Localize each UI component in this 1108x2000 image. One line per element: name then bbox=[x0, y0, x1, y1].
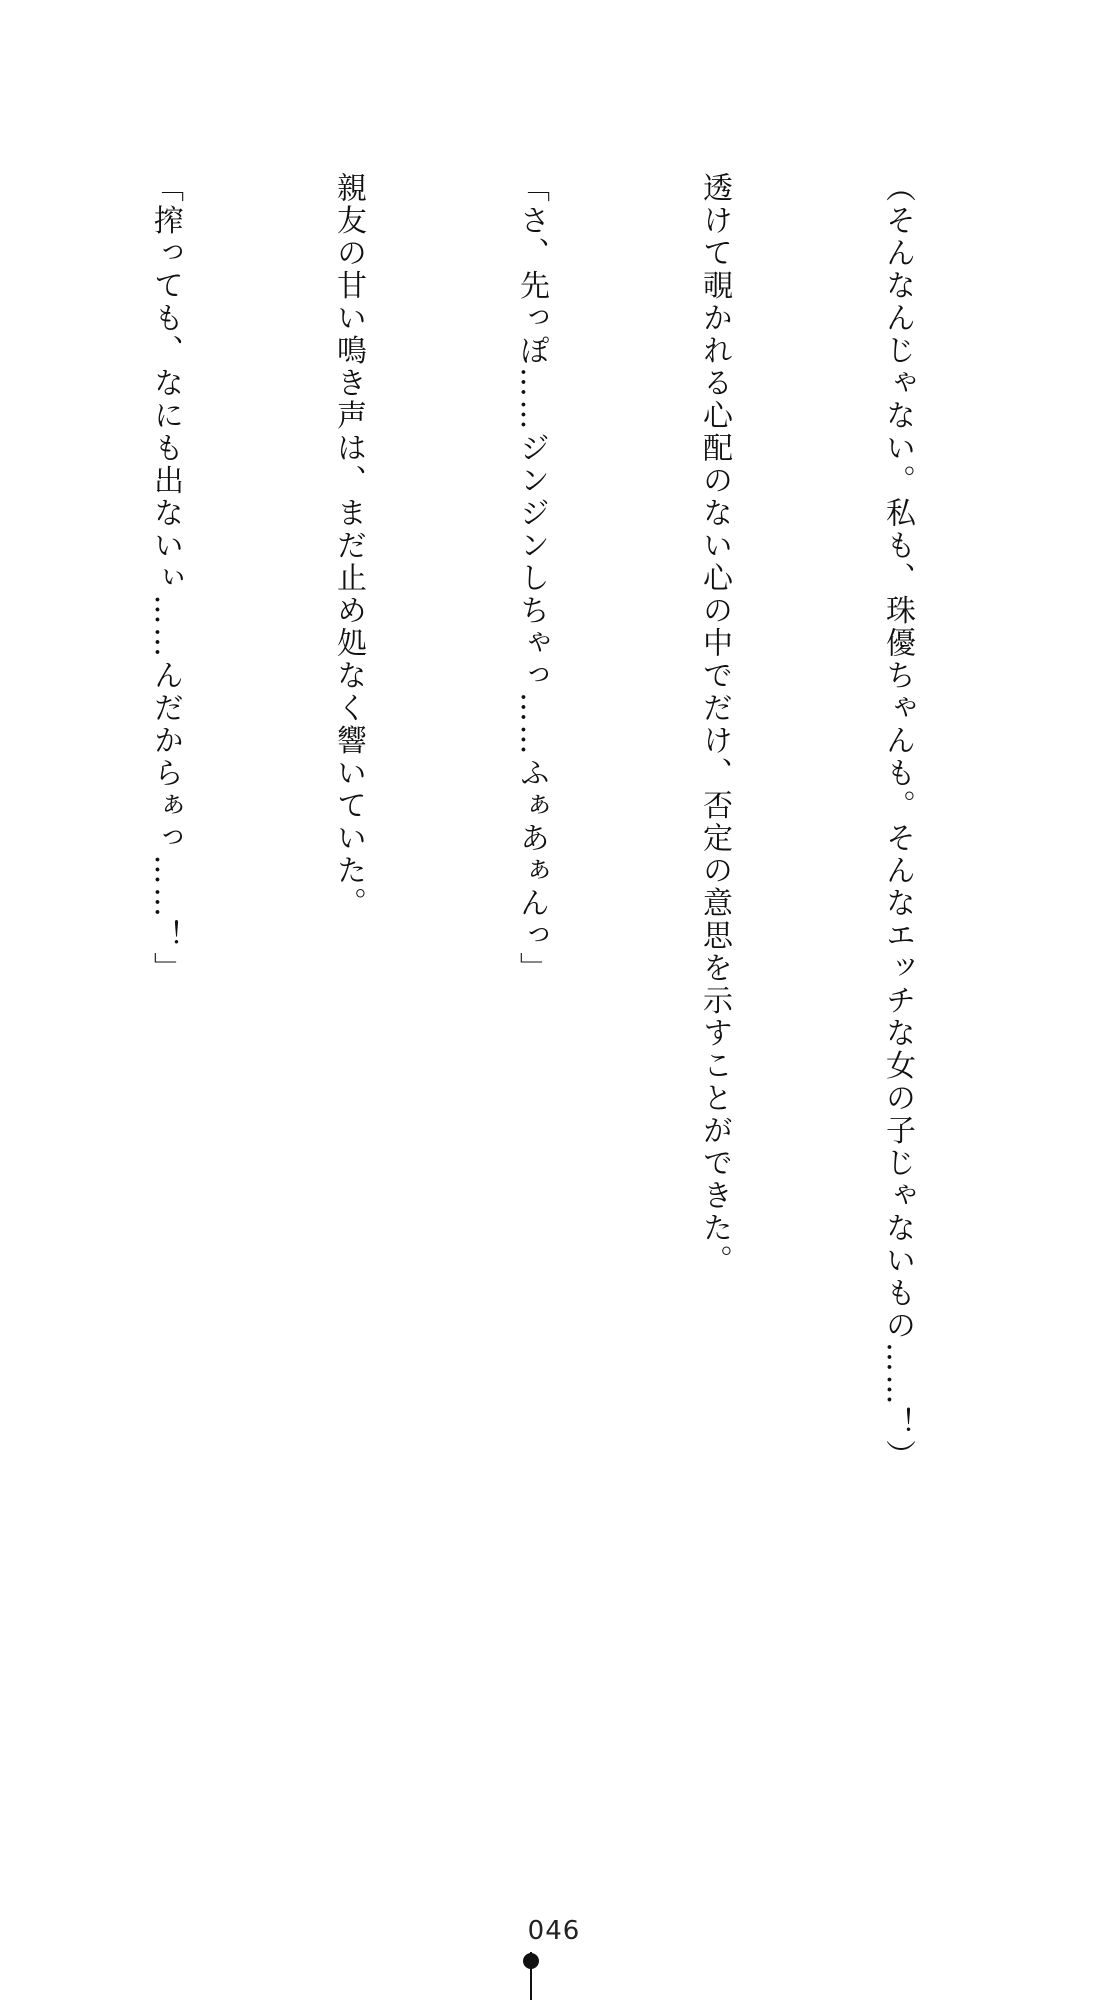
page-number: 046 bbox=[527, 1916, 581, 1946]
page-marker-dot-icon bbox=[523, 1953, 539, 1969]
text-line-5: 「搾っても、なにも出ないぃ……んだからぁっ……！」 bbox=[148, 172, 183, 985]
text-line-1: （そんなんじゃない。私も、珠優ちゃんも。そんなエッチな女の子じゃないもの……！） bbox=[880, 172, 915, 1472]
text-line-3: 「さ、先っぽ……ジンジンしちゃっ……ふぁあぁんっ」 bbox=[514, 172, 549, 985]
vertical-text-body bbox=[50, 172, 1050, 1672]
text-line-2: 透けて覗かれる心配のない心の中でだけ、否定の意思を示すことができた。 bbox=[697, 172, 732, 1277]
text-line-4: 親友の甘い鳴き声は、まだ止め処なく響いていた。 bbox=[331, 172, 366, 920]
